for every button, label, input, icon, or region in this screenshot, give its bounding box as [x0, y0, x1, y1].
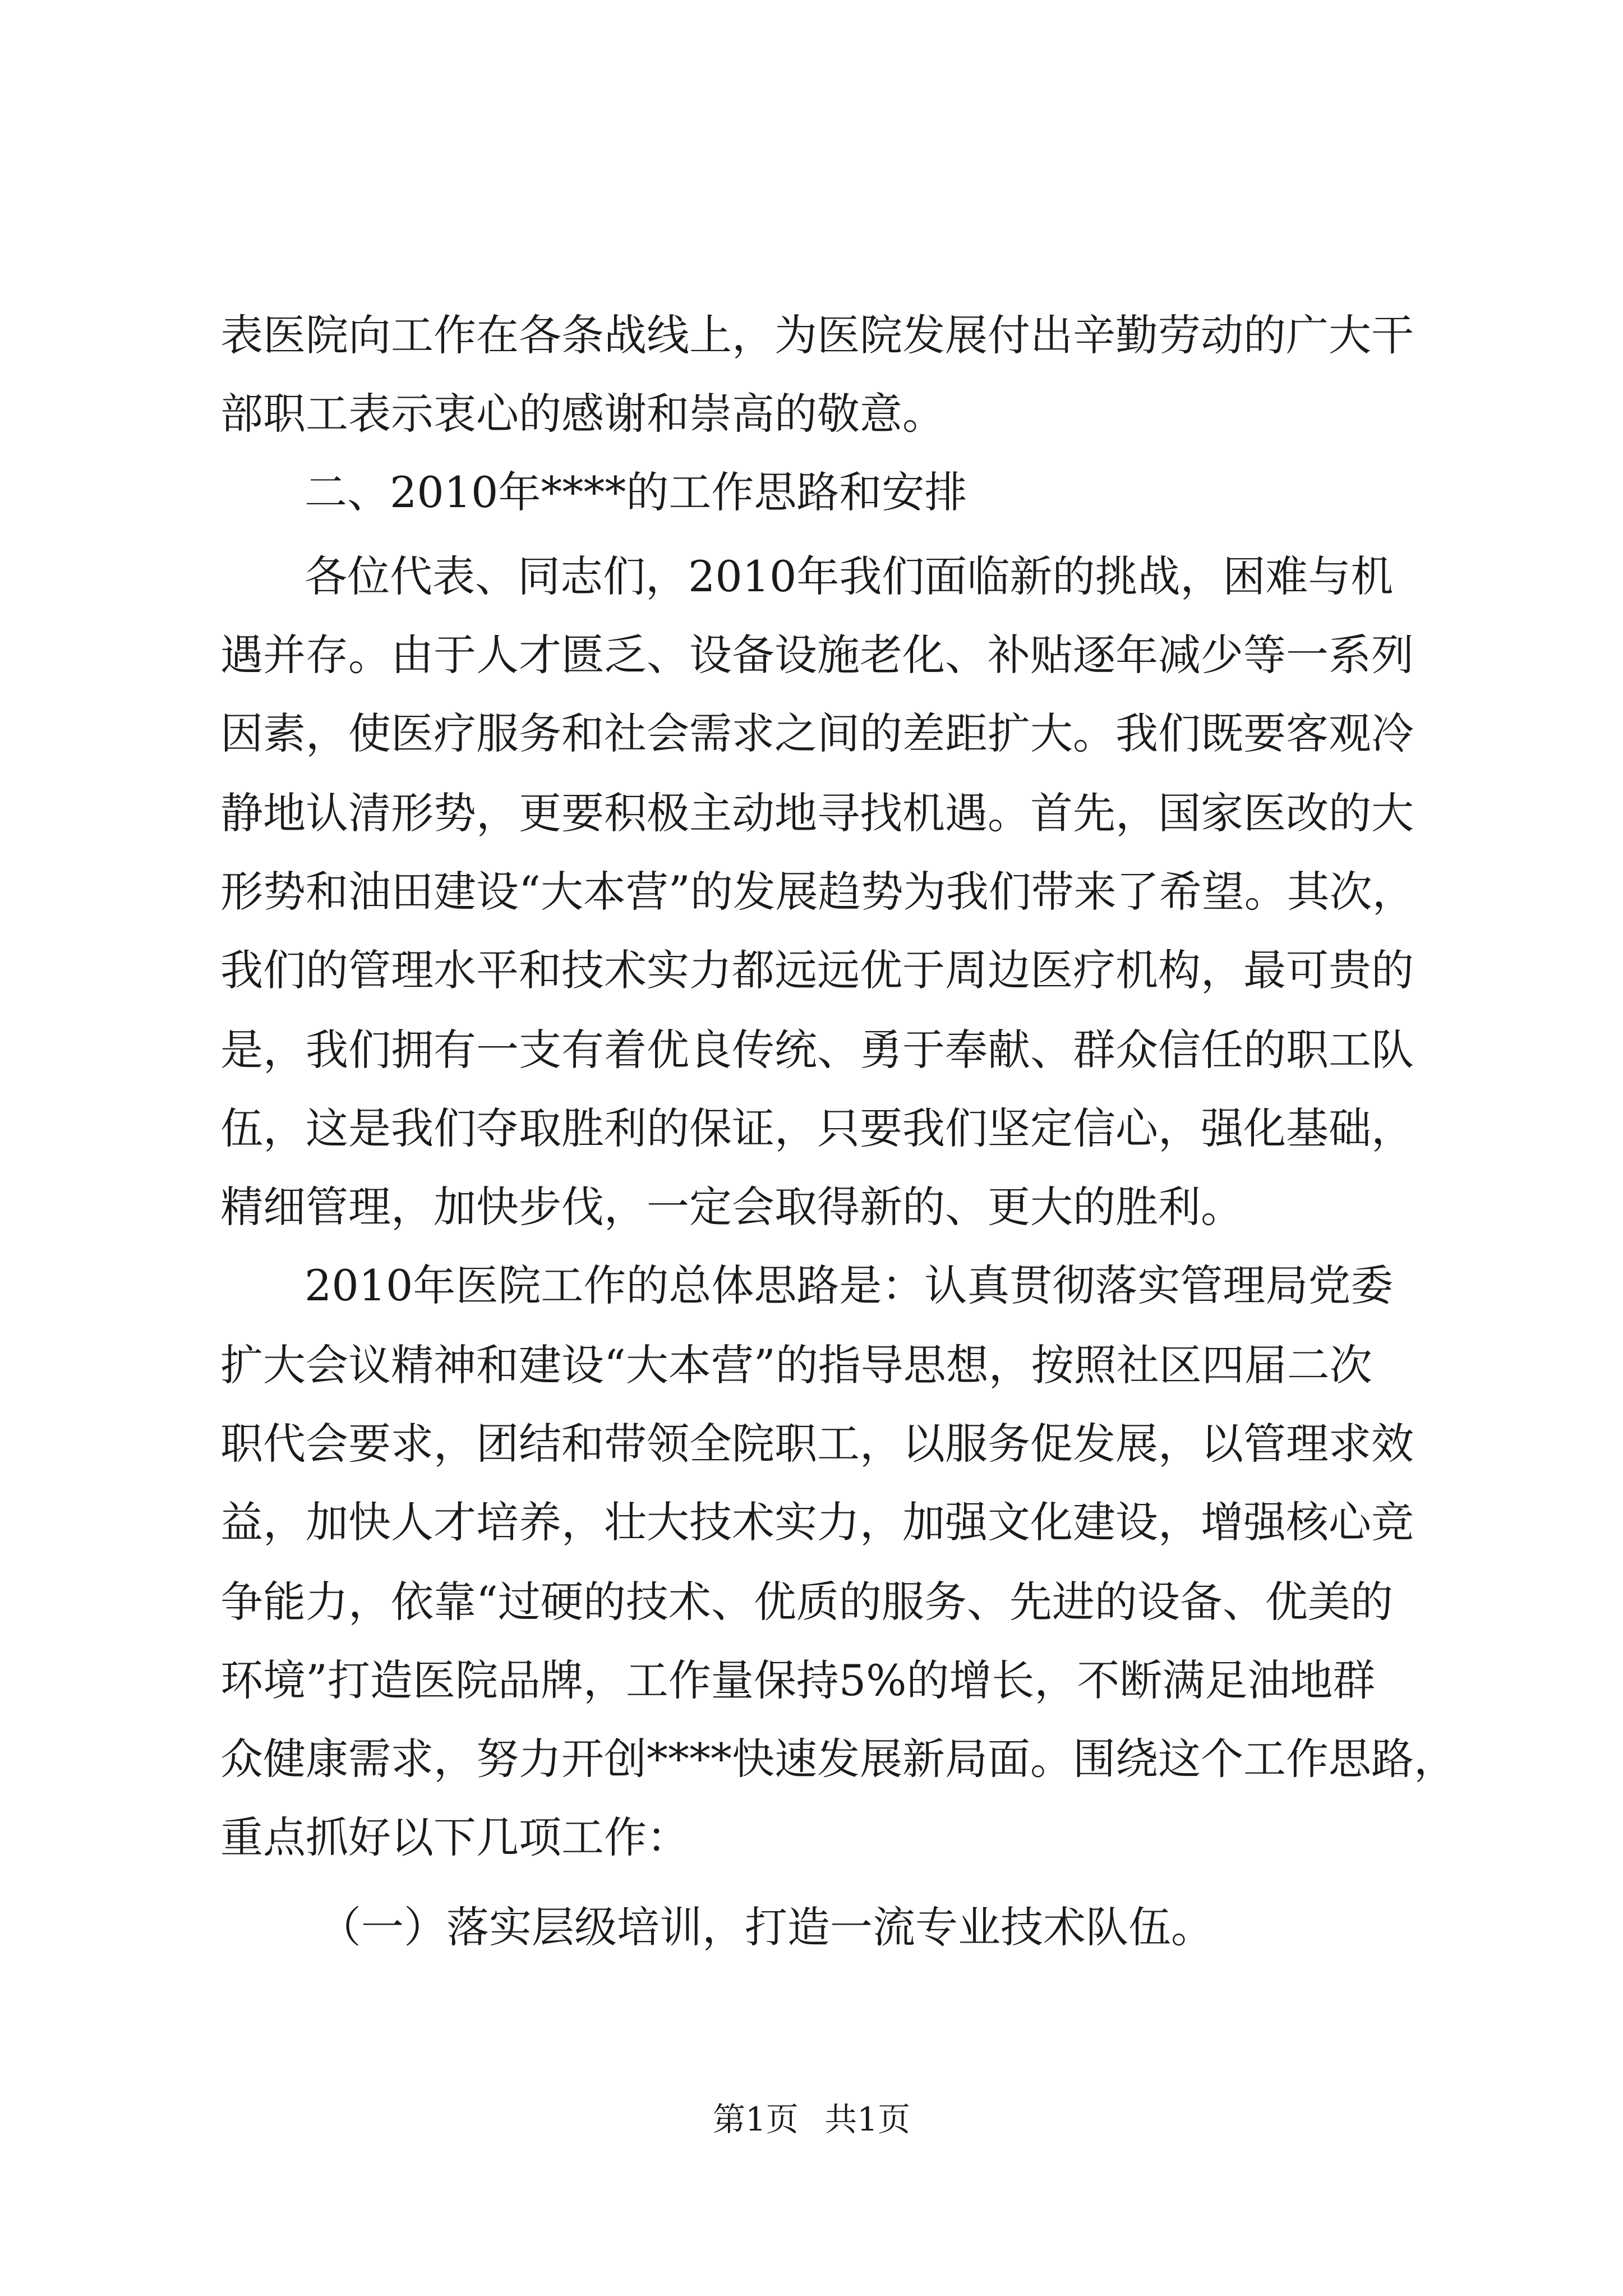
text-line: 静地认清形势，更要积极主动地寻找机遇。首先，国家医改的大	[220, 788, 1414, 838]
page-footer	[0, 2097, 1623, 2142]
section-heading: 二、2010年****的工作思路和安排	[305, 467, 967, 517]
text-line: 争能力，依靠“过硬的技术、优质的服务、先进的设备、优美的	[220, 1577, 1393, 1627]
text-line: 遇并存。由于人才匮乏、设备设施老化、补贴逐年减少等一系列	[220, 630, 1414, 680]
text-line: 重点抓好以下几项工作：	[220, 1812, 689, 1862]
page-number: 第1页	[712, 2100, 799, 2138]
paragraph-start: 2010年医院工作的总体思路是：认真贯彻落实管理局党委	[305, 1260, 1394, 1310]
paragraph-start: 各位代表、同志们，2010年我们面临新的挑战，困难与机	[305, 551, 1394, 601]
text-line: 是，我们拥有一支有着优良传统、勇于奉献、群众信任的职工队	[220, 1025, 1414, 1075]
subsection-heading: （一）落实层级培训，打造一流专业技术队伍。	[319, 1902, 1214, 1952]
text-line: 因素，使医疗服务和社会需求之间的差距扩大。我们既要客观冷	[220, 708, 1414, 758]
text-line: 职代会要求，团结和带领全院职工，以服务促发展，以管理求效	[220, 1419, 1414, 1469]
text-line: 益，加快人才培养，壮大技术实力，加强文化建设，增强核心竞	[220, 1497, 1414, 1547]
page-total: 共1页	[824, 2100, 911, 2138]
text-line: 我们的管理水平和技术实力都远远优于周边医疗机构，最可贵的	[220, 945, 1414, 995]
text-line: 部职工表示衷心的感谢和崇高的敬意。	[220, 389, 945, 439]
text-line: 表医院向工作在各条战线上，为医院发展付出辛勤劳动的广大干	[220, 310, 1414, 360]
text-line: 精细管理，加快步伐，一定会取得新的、更大的胜利。	[220, 1182, 1243, 1232]
text-line: 环境”打造医院品牌，工作量保持5%的增长，不断满足油地群	[220, 1655, 1376, 1705]
text-line: 形势和油田建设“大本营”的发展趋势为我们带来了希望。其次，	[220, 867, 1415, 917]
text-line: 伍，这是我们夺取胜利的保证，只要我们坚定信心，强化基础，	[220, 1103, 1414, 1153]
text-line: 扩大会议精神和建设“大本营”的指导思想，按照社区四届二次	[220, 1340, 1372, 1390]
text-line: 众健康需求，努力开创****快速发展新局面。围绕这个工作思路，	[220, 1734, 1456, 1784]
